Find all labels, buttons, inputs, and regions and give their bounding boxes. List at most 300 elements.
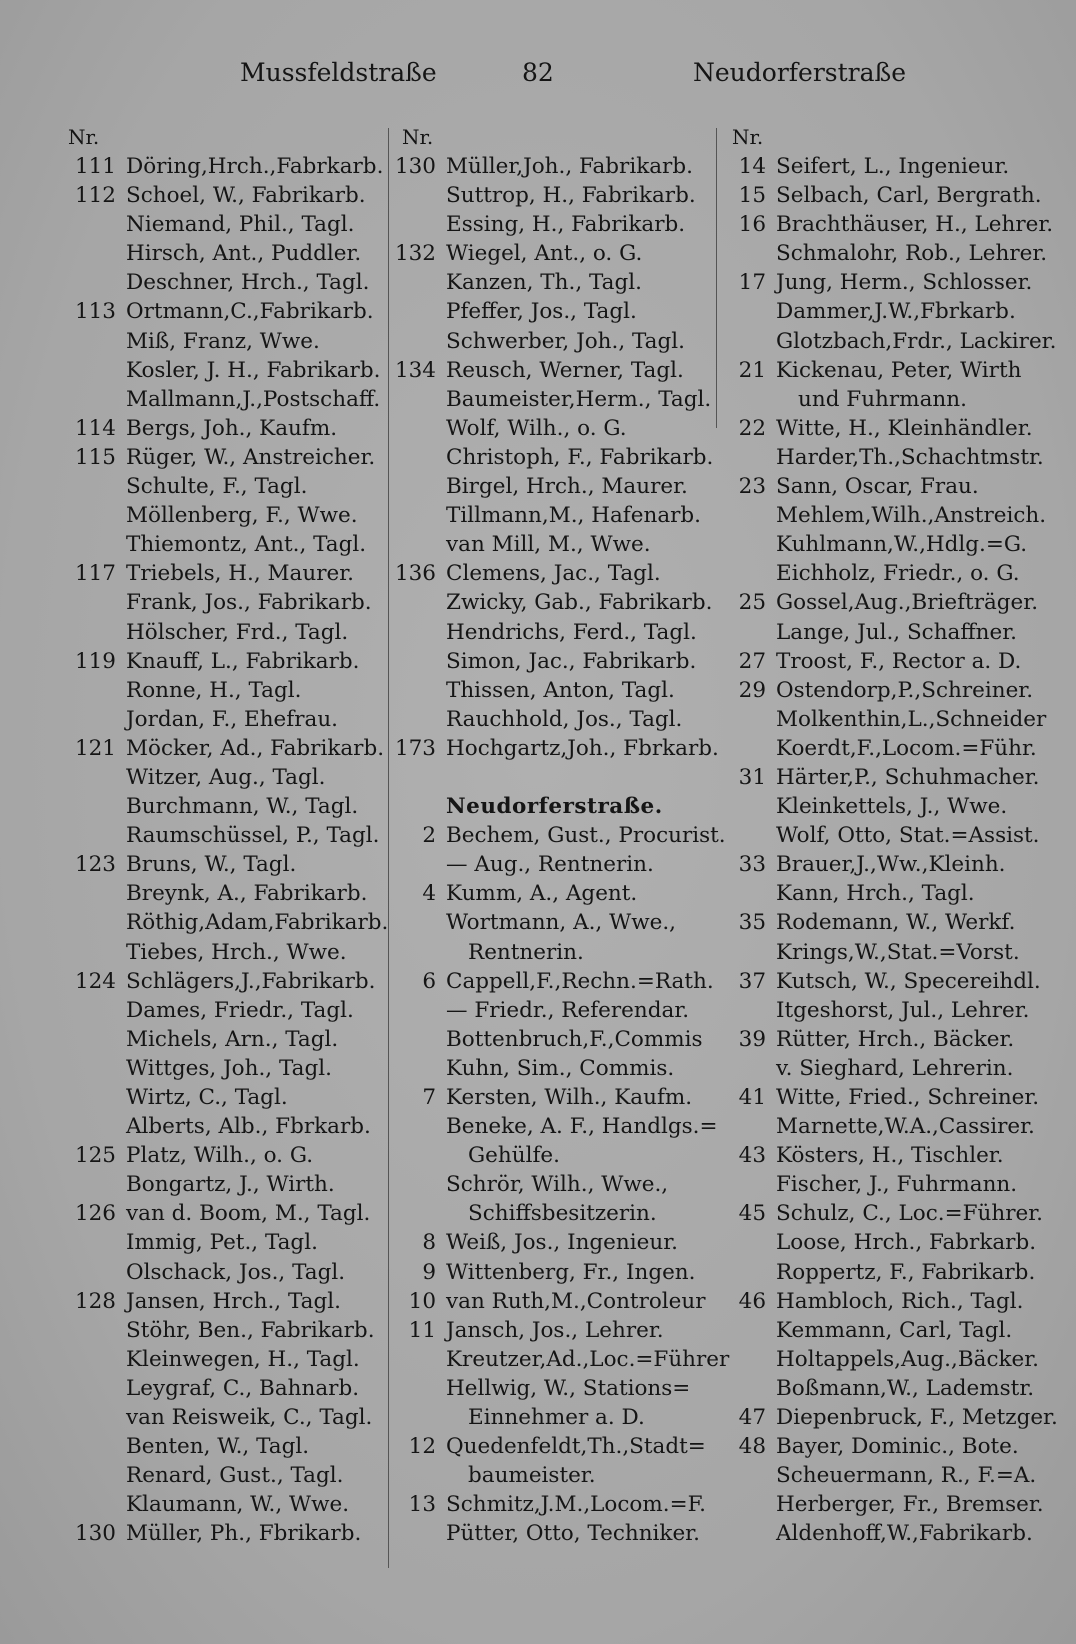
- house-number: 25: [738, 590, 766, 616]
- resident-entry: Breynk, A., Fabrikarb.: [126, 881, 368, 907]
- directory-entry: [380, 1316, 720, 1345]
- directory-entry: [60, 1316, 390, 1345]
- directory-entry: [710, 1228, 1046, 1257]
- directory-entry: [60, 1461, 390, 1490]
- directory-entry: [380, 734, 720, 763]
- directory-entry: [380, 181, 720, 210]
- directory-entry: [380, 268, 720, 297]
- directory-entry: [60, 821, 390, 850]
- directory-entry: [60, 763, 390, 792]
- header-right-street: Neudorferstraße: [693, 58, 907, 87]
- house-number: 35: [738, 910, 766, 936]
- resident-entry: Hirsch, Ant., Puddler.: [126, 241, 362, 267]
- directory-entry: [380, 559, 720, 588]
- house-number: 115: [74, 444, 116, 470]
- directory-entry: [710, 181, 1046, 210]
- directory-entry: [710, 1083, 1046, 1112]
- house-number: 125: [74, 1143, 116, 1169]
- resident-entry: Jansch, Jos., Lehrer.: [446, 1317, 664, 1343]
- resident-entry: Kleinwegen, H., Tagl.: [126, 1346, 360, 1372]
- directory-entry: [710, 472, 1046, 501]
- house-number: 119: [74, 648, 116, 674]
- house-number: 2: [422, 823, 436, 849]
- resident-entry: Schmalohr, Rob., Lehrer.: [776, 241, 1048, 267]
- directory-entry: [380, 414, 720, 443]
- resident-entry: Tiebes, Hrch., Wwe.: [126, 939, 347, 965]
- resident-entry: Itgeshorst, Jul., Lehrer.: [776, 997, 1030, 1023]
- resident-entry: Kleinkettels, J., Wwe.: [776, 794, 1008, 820]
- directory-entry: [60, 1403, 390, 1432]
- resident-entry: Wittenberg, Fr., Ingen.: [446, 1259, 696, 1285]
- directory-entry: [380, 1112, 720, 1141]
- resident-entry: Witzer, Aug., Tagl.: [126, 764, 326, 790]
- resident-entry: Bergs, Joh., Kaufm.: [126, 415, 338, 441]
- resident-entry: Schulte, F., Tagl.: [126, 474, 308, 500]
- resident-entry: Harder,Th.,Schachtmstr.: [776, 444, 1044, 470]
- resident-entry: Marnette,W.A.,Cassirer.: [776, 1114, 1035, 1140]
- resident-entry: Rüger, W., Anstreicher.: [126, 444, 376, 470]
- resident-entry: Bechem, Gust., Procurist.: [446, 823, 726, 849]
- resident-entry: Kreutzer,Ad.,Loc.=Führer: [446, 1346, 730, 1372]
- resident-entry: van Reisweik, C., Tagl.: [126, 1405, 373, 1431]
- resident-entry: Immig, Pet., Tagl.: [126, 1230, 318, 1256]
- resident-entry: Diepenbruck, F., Metzger.: [776, 1405, 1058, 1431]
- resident-entry: Kemmann, Carl, Tagl.: [776, 1317, 1013, 1343]
- resident-entry: baumeister.: [468, 1463, 596, 1489]
- house-number: 22: [738, 415, 766, 441]
- resident-entry: Wolf, Wilh., o. G.: [446, 415, 627, 441]
- resident-entry: van d. Boom, M., Tagl.: [126, 1201, 371, 1227]
- house-number: 33: [738, 852, 766, 878]
- house-number: 114: [74, 415, 116, 441]
- directory-entry: [60, 1054, 390, 1083]
- resident-entry: Renard, Gust., Tagl.: [126, 1463, 344, 1489]
- house-number: 12: [408, 1434, 436, 1460]
- directory-entry: [380, 618, 720, 647]
- directory-entry: [380, 967, 720, 996]
- directory-entry: [710, 297, 1046, 326]
- resident-entry: Raumschüssel, P., Tagl.: [126, 823, 380, 849]
- resident-entry: Schmitz,J.M.,Locom.=F.: [446, 1492, 706, 1518]
- resident-entry: Brauer,J.,Ww.,Kleinh.: [776, 852, 1006, 878]
- resident-entry: Kumm, A., Agent.: [446, 881, 638, 907]
- directory-entry: [380, 1490, 720, 1519]
- resident-entry: Weiß, Jos., Ingenieur.: [446, 1230, 678, 1256]
- directory-entry: [710, 414, 1046, 443]
- house-number: 47: [738, 1405, 766, 1431]
- resident-entry: — Friedr., Referendar.: [446, 997, 690, 1023]
- directory-entry: [60, 356, 390, 385]
- directory-entry: [60, 1141, 390, 1170]
- house-number: 6: [422, 968, 436, 994]
- resident-entry: Hölscher, Frd., Tagl.: [126, 619, 349, 645]
- resident-entry: Fischer, J., Fuhrmann.: [776, 1172, 1018, 1198]
- resident-entry: Burchmann, W., Tagl.: [126, 794, 359, 820]
- resident-entry: Alberts, Alb., Fbrkarb.: [126, 1114, 371, 1140]
- house-number: 48: [738, 1434, 766, 1460]
- house-number: 13: [408, 1492, 436, 1518]
- directory-entry: [60, 268, 390, 297]
- resident-entry: Schrör, Wilh., Wwe.,: [446, 1172, 669, 1198]
- nr-column-header: Nr.: [402, 125, 434, 149]
- house-number: 9: [422, 1259, 436, 1285]
- house-number: 14: [738, 154, 766, 179]
- directory-entry: [710, 1345, 1046, 1374]
- resident-entry: Krings,W.,Stat.=Vorst.: [776, 939, 1020, 965]
- directory-entry: [60, 1258, 390, 1287]
- directory-entry: [710, 268, 1046, 297]
- resident-entry: Selbach, Carl, Bergrath.: [776, 183, 1042, 209]
- resident-entry: Kann, Hrch., Tagl.: [776, 881, 975, 907]
- resident-entry: Jansen, Hrch., Tagl.: [126, 1288, 341, 1314]
- house-number: 4: [422, 881, 436, 907]
- directory-entry: [710, 559, 1046, 588]
- directory-entry: [380, 1141, 720, 1170]
- directory-entry: [60, 1112, 390, 1141]
- resident-entry: Schlägers,J.,Fabrikarb.: [126, 968, 376, 994]
- resident-entry: Clemens, Jac., Tagl.: [446, 561, 661, 587]
- page-number: 82: [522, 58, 554, 87]
- house-number: 173: [394, 735, 436, 761]
- resident-entry: Kuhn, Sim., Commis.: [446, 1055, 675, 1081]
- resident-entry: Röthig,Adam,Fabrikarb.: [126, 910, 389, 936]
- house-number: 45: [738, 1201, 766, 1227]
- resident-entry: Michels, Arn., Tagl.: [126, 1026, 339, 1052]
- resident-entry: Deschner, Hrch., Tagl.: [126, 270, 370, 296]
- directory-entry: [380, 705, 720, 734]
- directory-entry: [380, 1228, 720, 1257]
- resident-entry: Simon, Jac., Fabrikarb.: [446, 648, 697, 674]
- resident-entry: Jung, Herm., Schlosser.: [776, 270, 1033, 296]
- directory-entry: [380, 1403, 720, 1432]
- resident-entry: und Fuhrmann.: [798, 386, 967, 412]
- house-number: 27: [738, 648, 766, 674]
- house-number: 29: [738, 677, 766, 703]
- directory-entry: [60, 1083, 390, 1112]
- directory-entry: [710, 676, 1046, 705]
- house-number: 37: [738, 968, 766, 994]
- header-left-street: Mussfeldstraße: [240, 58, 437, 87]
- house-number: 46: [738, 1288, 766, 1314]
- directory-entry: [60, 297, 390, 326]
- resident-entry: Boßmann,W., Lademstr.: [776, 1375, 1035, 1401]
- directory-entry: [380, 1461, 720, 1490]
- directory-entry: [380, 1025, 720, 1054]
- directory-entry: [60, 1287, 390, 1316]
- resident-entry: Bottenbruch,F.,Commis: [446, 1026, 703, 1052]
- resident-entry: Bruns, W., Tagl.: [126, 852, 297, 878]
- directory-entry: [710, 618, 1046, 647]
- resident-entry: van Mill, M., Wwe.: [446, 532, 651, 558]
- resident-entry: — Aug., Rentnerin.: [446, 852, 654, 878]
- directory-entry: [710, 1316, 1046, 1345]
- resident-entry: Mehlem,Wilh.,Anstreich.: [776, 503, 1047, 529]
- directory-entry: [380, 1170, 720, 1199]
- directory-entry: [710, 705, 1046, 734]
- house-number: 132: [394, 241, 436, 267]
- resident-entry: Stöhr, Ben., Fabrikarb.: [126, 1317, 375, 1343]
- resident-entry: Ronne, H., Tagl.: [126, 677, 302, 703]
- directory-entry: [60, 443, 390, 472]
- directory-entry: [380, 210, 720, 239]
- resident-entry: Wiegel, Ant., o. G.: [446, 241, 643, 267]
- resident-entry: Ostendorp,P.,Schreiner.: [776, 677, 1034, 703]
- resident-entry: Kosler, J. H., Fabrikarb.: [126, 357, 381, 383]
- resident-entry: Brachthäuser, H., Lehrer.: [776, 212, 1054, 238]
- directory-entry: [60, 414, 390, 443]
- resident-entry: Thissen, Anton, Tagl.: [446, 677, 675, 703]
- resident-entry: Schoel, W., Fabrikarb.: [126, 183, 366, 209]
- nr-column-header: Nr.: [68, 125, 100, 149]
- directory-entry: [380, 385, 720, 414]
- directory-entry: [60, 1228, 390, 1257]
- directory-entry: [60, 530, 390, 559]
- directory-entry: [380, 472, 720, 501]
- directory-entry: [710, 821, 1046, 850]
- resident-entry: Kutsch, W., Specereihdl.: [776, 968, 1041, 994]
- resident-entry: van Ruth,M.,Controleur: [446, 1288, 706, 1314]
- house-number: 11: [408, 1317, 436, 1343]
- directory-entry: [60, 734, 390, 763]
- resident-entry: Molkenthin,L.,Schneider: [776, 706, 1047, 732]
- directory-entry: [710, 1141, 1046, 1170]
- resident-entry: Zwicky, Gab., Fabrikarb.: [446, 590, 713, 616]
- directory-entry: [380, 588, 720, 617]
- resident-entry: Birgel, Hrch., Maurer.: [446, 474, 688, 500]
- directory-entry: [380, 239, 720, 268]
- directory-entry: [380, 879, 720, 908]
- directory-entry: [60, 559, 390, 588]
- resident-entry: Holtappels,Aug.,Bäcker.: [776, 1346, 1039, 1372]
- resident-entry: Frank, Jos., Fabrikarb.: [126, 590, 372, 616]
- resident-entry: Christoph, F., Fabrikarb.: [446, 444, 714, 470]
- resident-entry: Thiemontz, Ant., Tagl.: [126, 532, 367, 558]
- directory-entry: [710, 1025, 1046, 1054]
- house-number: 111: [74, 154, 116, 179]
- directory-entry: [60, 618, 390, 647]
- section-heading: [380, 792, 720, 821]
- directory-entry: [710, 938, 1046, 967]
- directory-entry: [380, 763, 720, 792]
- resident-entry: Roppertz, F., Fabrikarb.: [776, 1259, 1036, 1285]
- resident-entry: Koerdt,F.,Locom.=Führ.: [776, 735, 1037, 761]
- house-number: 128: [74, 1288, 116, 1314]
- directory-entry: [380, 1287, 720, 1316]
- house-number: 43: [738, 1143, 766, 1169]
- resident-entry: Triebels, H., Maurer.: [126, 561, 354, 587]
- house-number: 21: [738, 357, 766, 383]
- resident-entry: Dammer,J.W.,Fbrkarb.: [776, 299, 1016, 325]
- directory-entry: [710, 1403, 1058, 1432]
- resident-entry: Möllenberg, F., Wwe.: [126, 503, 358, 529]
- house-number: 16: [738, 212, 766, 238]
- resident-entry: Wirtz, C., Tagl.: [126, 1085, 288, 1110]
- resident-entry: Eichholz, Friedr., o. G.: [776, 561, 1020, 587]
- directory-entry: [380, 1519, 720, 1548]
- directory-entry: [710, 763, 1046, 792]
- directory-entry: [710, 1258, 1046, 1287]
- directory-entry: [60, 1170, 390, 1199]
- directory-entry: [380, 1199, 720, 1228]
- directory-entry: [710, 1170, 1046, 1199]
- directory-entry: [60, 996, 390, 1025]
- resident-entry: Wortmann, A., Wwe.,: [446, 910, 676, 936]
- resident-entry: Müller,Joh., Fabrikarb.: [446, 154, 693, 179]
- directory-entry: [380, 1374, 720, 1403]
- house-number: 17: [738, 270, 766, 296]
- resident-entry: Schulz, C., Loc.=Führer.: [776, 1201, 1043, 1227]
- directory-entry: [60, 850, 390, 879]
- house-number: 123: [74, 852, 116, 878]
- resident-entry: Gossel,Aug.,Briefträger.: [776, 590, 1039, 616]
- nr-column-header: Nr.: [732, 125, 764, 149]
- directory-entry: [710, 1199, 1046, 1228]
- directory-entry: [60, 239, 390, 268]
- directory-entry: [710, 996, 1046, 1025]
- resident-entry: Mallmann,J.,Postschaff.: [126, 386, 381, 412]
- directory-entry: [710, 239, 1046, 268]
- house-number: 134: [394, 357, 436, 383]
- house-number: 130: [74, 1521, 116, 1547]
- directory-entry: [60, 647, 390, 676]
- resident-entry: Dames, Friedr., Tagl.: [126, 997, 354, 1023]
- directory-entry: [60, 588, 390, 617]
- directory-entry: [380, 1054, 720, 1083]
- resident-entry: Klaumann, W., Wwe.: [126, 1492, 350, 1518]
- resident-entry: Bongartz, J., Wirth.: [126, 1172, 335, 1198]
- house-number: 23: [738, 474, 766, 500]
- directory-entry: [60, 181, 390, 210]
- directory-entry: [380, 356, 720, 385]
- resident-entry: Glotzbach,Frdr., Lackirer.: [776, 328, 1057, 354]
- directory-entry: [60, 1199, 390, 1228]
- resident-entry: Benten, W., Tagl.: [126, 1434, 310, 1460]
- house-number: 126: [74, 1201, 116, 1227]
- resident-entry: Kersten, Wilh., Kaufm.: [446, 1085, 693, 1110]
- directory-entry: [710, 1432, 1046, 1461]
- resident-entry: Döring,Hrch.,Fabrkarb.: [126, 154, 384, 179]
- resident-entry: Witte, H., Kleinhändler.: [776, 415, 1033, 441]
- directory-entry: [60, 705, 390, 734]
- column-1: [60, 122, 390, 1549]
- directory-entry: [60, 967, 390, 996]
- resident-entry: Scheuermann, R., F.=A.: [776, 1463, 1037, 1489]
- directory-entry: [60, 327, 390, 356]
- directory-entry: [60, 385, 390, 414]
- resident-entry: Witte, Fried., Schreiner.: [776, 1085, 1040, 1110]
- directory-entry: [710, 879, 1046, 908]
- directory-entry: [60, 1432, 390, 1461]
- house-number: 10: [408, 1288, 436, 1314]
- directory-entry: [710, 385, 1046, 414]
- directory-entry: [380, 908, 720, 937]
- resident-entry: Aldenhoff,W.,Fabrikarb.: [776, 1521, 1033, 1547]
- directory-entry: [710, 967, 1046, 996]
- resident-entry: Bayer, Dominic., Bote.: [776, 1434, 1019, 1460]
- directory-entry: [380, 152, 720, 181]
- resident-entry: Seifert, L., Ingenieur.: [776, 154, 1010, 179]
- directory-entry: [710, 908, 1046, 937]
- directory-entry: [380, 850, 720, 879]
- resident-entry: Suttrop, H., Fabrikarb.: [446, 183, 696, 209]
- directory-entry: [710, 1490, 1046, 1519]
- house-number: 31: [738, 764, 766, 790]
- resident-entry: Essing, H., Fabrikarb.: [446, 212, 686, 238]
- resident-entry: Kösters, H., Tischler.: [776, 1143, 1004, 1169]
- house-number: 117: [74, 561, 116, 587]
- directory-entry: [380, 1083, 720, 1112]
- resident-entry: Rodemann, W., Werkf.: [776, 910, 1016, 936]
- directory-entry: [710, 734, 1046, 763]
- page-header: [0, 58, 1076, 98]
- directory-entry: [60, 1345, 390, 1374]
- resident-entry: Reusch, Werner, Tagl.: [446, 357, 684, 383]
- directory-entry: [380, 443, 720, 472]
- house-number: 41: [738, 1085, 766, 1110]
- directory-entry: [710, 210, 1054, 239]
- house-number: 136: [394, 561, 436, 587]
- directory-entry: [60, 501, 390, 530]
- directory-entry: [710, 588, 1046, 617]
- resident-entry: Hochgartz,Joh., Fbrkarb.: [446, 735, 719, 761]
- directory-entry: [380, 327, 720, 356]
- resident-entry: Ortmann,C.,Fabrikarb.: [126, 299, 374, 325]
- directory-entry: [380, 1258, 720, 1287]
- column-2: [380, 122, 730, 1549]
- resident-entry: Hendrichs, Ferd., Tagl.: [446, 619, 697, 645]
- resident-entry: Quedenfeldt,Th.,Stadt=: [446, 1434, 706, 1460]
- directory-entry: [710, 356, 1046, 385]
- house-number: 39: [738, 1026, 766, 1052]
- directory-entry: [60, 879, 390, 908]
- directory-entry: [60, 1490, 390, 1519]
- resident-entry: Kuhlmann,W.,Hdlg.=G.: [776, 532, 1028, 558]
- directory-entry: [710, 1054, 1046, 1083]
- directory-entry: [710, 1112, 1046, 1141]
- directory-entry: [60, 938, 390, 967]
- resident-entry: Beneke, A. F., Handlgs.=: [446, 1114, 718, 1140]
- column-3: [710, 122, 1058, 1549]
- directory-entry: [710, 1519, 1046, 1548]
- resident-entry: Olschack, Jos., Tagl.: [126, 1259, 346, 1285]
- resident-entry: Niemand, Phil., Tagl.: [126, 212, 355, 238]
- directory-entry: [380, 647, 720, 676]
- resident-entry: Tillmann,M., Hafenarb.: [446, 503, 702, 529]
- house-number: 8: [422, 1230, 436, 1256]
- resident-entry: Lange, Jul., Schaffner.: [776, 619, 1017, 645]
- house-number: 112: [74, 183, 116, 209]
- resident-entry: Pfeffer, Jos., Tagl.: [446, 299, 637, 325]
- resident-entry: Rütter, Hrch., Bäcker.: [776, 1026, 1015, 1052]
- resident-entry: Schwerber, Joh., Tagl.: [446, 328, 685, 354]
- directory-entry: [60, 210, 390, 239]
- directory-entry: [710, 1374, 1046, 1403]
- directory-entry: [60, 1519, 390, 1548]
- directory-entry: [710, 850, 1046, 879]
- directory-entry: [710, 1461, 1046, 1490]
- directory-entry: [380, 938, 720, 967]
- directory-entry: [710, 792, 1046, 821]
- resident-entry: Kanzen, Th., Tagl.: [446, 270, 642, 296]
- directory-entry: [60, 472, 390, 501]
- directory-entry: [380, 821, 726, 850]
- resident-entry: Hambloch, Rich., Tagl.: [776, 1288, 1024, 1314]
- house-number: 113: [74, 299, 116, 325]
- street-name: Neudorferstraße.: [446, 794, 663, 820]
- resident-entry: Rauchhold, Jos., Tagl.: [446, 706, 683, 732]
- directory-entry: [60, 1374, 390, 1403]
- resident-entry: Loose, Hrch., Fabrkarb.: [776, 1230, 1037, 1256]
